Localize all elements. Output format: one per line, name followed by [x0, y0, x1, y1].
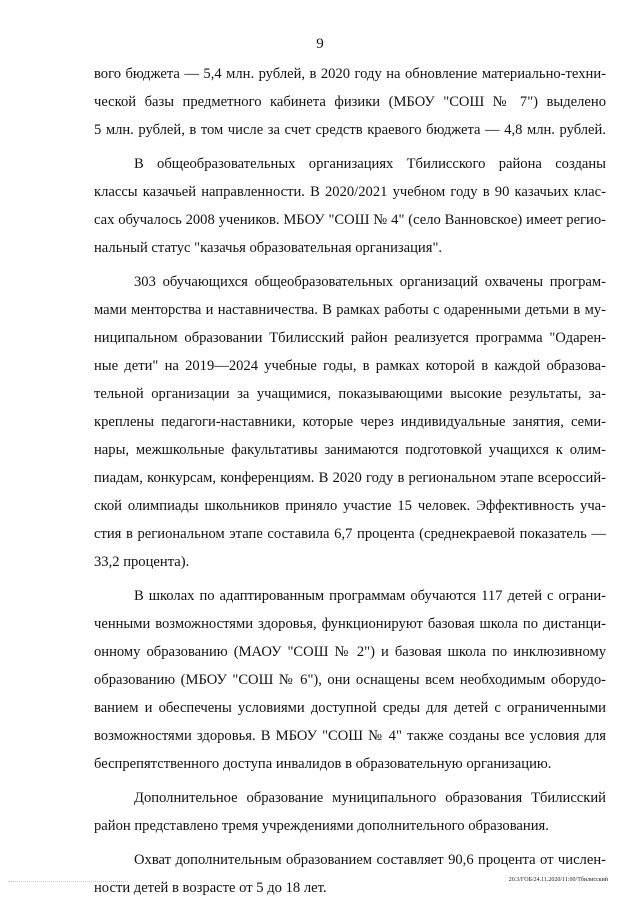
text-line: ченными возможностями здоровья, функционируют базовая школа по дистанци-	[94, 616, 606, 632]
text-line: Дополнительное образование муниципального образования Тбилисский	[134, 790, 606, 806]
text-line: ской олимпиады школьников приняло участие 15 человек. Эффективность уча-	[94, 498, 606, 514]
paragraph	[94, 582, 606, 778]
page-number: 9	[316, 36, 324, 52]
text-line: ности детей в возрасте от 5 до 18 лет.	[94, 880, 327, 896]
text-line: нальный статус "казачья образовательная организация".	[94, 240, 443, 256]
text-line: 33,2 процента).	[94, 554, 190, 570]
text-line: район представлено тремя учреждениями дополнительного образования.	[94, 818, 549, 834]
text-line: сах обучалось 2008 учеников. МБОУ "СОШ № 4" (село Ванновское) имеет регио-	[94, 212, 606, 228]
text-line: ванием и обеспечены условиями доступной среды для детей с ограниченными	[94, 700, 606, 716]
paragraph	[94, 268, 606, 576]
text-line: образованию (МБОУ "СОШ № 6"), они оснащены всем необходимым оборудо-	[94, 672, 606, 688]
text-line: тельной организации за учащимися, показывающими высокие результаты, за-	[94, 386, 606, 402]
paragraph	[94, 846, 606, 902]
text-line: ческой базы предметного кабинета физики (МБОУ "СОШ № 7") выделено	[94, 94, 606, 110]
text-line: пиадам, конкурсам, конференциям. В 2020 году в региональном этапе всероссий-	[94, 470, 606, 486]
scan-edge-artifact	[8, 881, 128, 882]
text-line: креплены педагоги-наставники, которые через индивидуальные занятия, семи-	[94, 414, 606, 430]
text-line: стия в региональном этапе составила 6,7 процента (среднекраевой показатель —	[94, 526, 606, 542]
text-line: В общеобразовательных организациях Тбилисского района созданы	[134, 156, 606, 172]
text-line: вого бюджета — 5,4 млн. рублей, в 2020 году на обновление материально-техни-	[94, 66, 606, 82]
text-line: классы казачьей направленности. В 2020/2021 учебном году в 90 казачьих клас-	[94, 184, 606, 200]
text-line: ниципальном образовании Тбилисский район реализуется программа "Одарен-	[94, 330, 606, 346]
document-body	[94, 60, 606, 902]
text-line: В школах по адаптированным программам обучаются 117 детей с ограни-	[134, 588, 606, 604]
text-line: ные дети" на 2019—2024 учебные годы, в рамках которой в каждой образова-	[94, 358, 606, 374]
paragraph	[94, 150, 606, 262]
footer-registration-stamp: 20.3/ГОБ/24.11.2020/11:00/Тбилисский	[508, 877, 608, 883]
text-line: онному образованию (МАОУ "СОШ № 2") и базовая школа по инклюзивному	[94, 644, 606, 660]
text-line: 303 обучающихся общеобразовательных организаций охвачены програм-	[134, 274, 606, 290]
text-line: нары, межшкольные факультативы занимаются подготовкой учащихся к олим-	[94, 442, 606, 458]
text-line: Охват дополнительным образованием составляет 90,6 процента от числен-	[134, 852, 606, 868]
text-line: мами менторства и наставничества. В рамках работы с одаренными детьми в му-	[94, 302, 606, 318]
paragraph	[94, 60, 606, 144]
text-line: 5 млн. рублей, в том числе за счет средств краевого бюджета — 4,8 млн. рублей.	[94, 122, 606, 138]
text-line: возможностями здоровья. В МБОУ "СОШ № 4" также созданы все условия для	[94, 728, 606, 744]
text-line: беспрепятственного доступа инвалидов в образовательную организацию.	[94, 756, 552, 772]
paragraph	[94, 784, 606, 840]
